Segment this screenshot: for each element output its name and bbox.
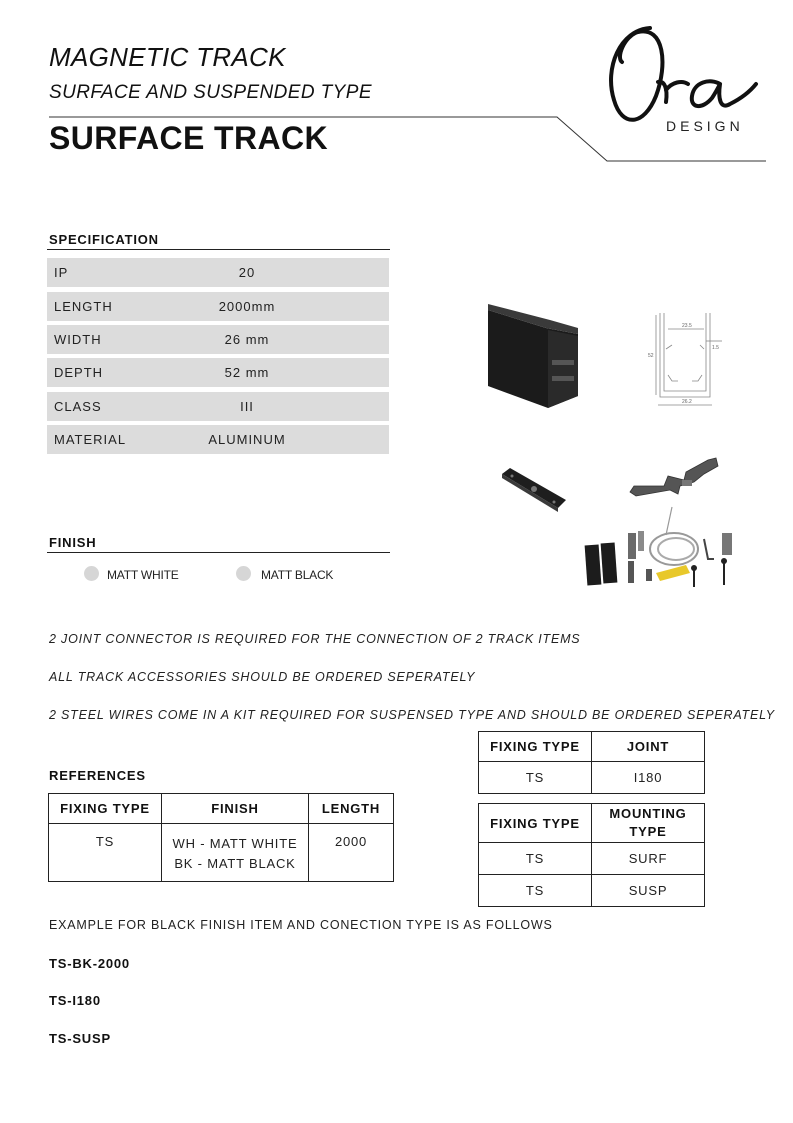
spec-value: 52 mm bbox=[224, 365, 270, 380]
finish-code-black: BK - MATT BLACK bbox=[174, 856, 296, 871]
mounting-cell-fixing: TS bbox=[479, 875, 592, 907]
spec-value: 20 bbox=[238, 265, 256, 280]
spec-row-width bbox=[47, 325, 389, 354]
joint-table bbox=[478, 731, 705, 794]
technical-drawing bbox=[644, 305, 734, 413]
references-table bbox=[48, 793, 394, 882]
suspension-kit-image bbox=[582, 503, 746, 593]
matt-black-swatch bbox=[236, 566, 251, 581]
example-code-joint: TS-I180 bbox=[49, 993, 101, 1008]
spec-key: DEPTH bbox=[54, 365, 104, 380]
matt-white-label: MATT WHITE bbox=[107, 568, 179, 582]
spec-row-depth bbox=[47, 358, 389, 387]
joint-cell-joint: I180 bbox=[592, 762, 705, 794]
drawing-width-bottom: 26.2 bbox=[682, 399, 692, 405]
references-cell-finish bbox=[162, 824, 309, 882]
drawing-height: 52 bbox=[648, 353, 654, 359]
references-cell-fixing: TS bbox=[49, 824, 162, 882]
spec-key: IP bbox=[54, 265, 69, 280]
mounting-header-type: MOUNTING TYPE bbox=[592, 804, 705, 843]
mounting-header-fixing: FIXING TYPE bbox=[479, 804, 592, 843]
ora-design-logo bbox=[598, 18, 768, 138]
drawing-lip: 1.5 bbox=[712, 345, 719, 351]
references-label: REFERENCES bbox=[49, 768, 146, 783]
finish-code-white: WH - MATT WHITE bbox=[172, 836, 298, 851]
finish-divider bbox=[47, 552, 390, 553]
specification-divider bbox=[47, 249, 390, 250]
note-accessories: ALL TRACK ACCESSORIES SHOULD BE ORDERED SEPERATELY bbox=[49, 670, 476, 684]
spec-value: 26 mm bbox=[224, 332, 270, 347]
example-code-finish: TS-BK-2000 bbox=[49, 956, 130, 971]
note-joint-connector: 2 JOINT CONNECTOR IS REQUIRED FOR THE CONNECTION OF 2 TRACK ITEMS bbox=[49, 632, 581, 646]
joint-header-joint: JOINT bbox=[592, 732, 705, 762]
example-text: EXAMPLE FOR BLACK FINISH ITEM AND CONECTION TYPE IS AS FOLLOWS bbox=[49, 918, 553, 932]
references-header-length: LENGTH bbox=[309, 794, 394, 824]
mounting-table bbox=[478, 803, 705, 907]
mounting-cell-type: SUSP bbox=[592, 875, 705, 907]
spec-value: ALUMINUM bbox=[208, 432, 286, 447]
matt-black-label: MATT BLACK bbox=[261, 568, 334, 582]
drawing-width-top: 23.5 bbox=[682, 323, 692, 329]
spec-row-ip bbox=[47, 258, 389, 287]
spec-row-material bbox=[47, 425, 389, 454]
note-steel-wires: 2 STEEL WIRES COME IN A KIT REQUIRED FOR SUSPENSED TYPE AND SHOULD BE ORDERED SEPERATELY bbox=[49, 708, 775, 722]
spec-key: WIDTH bbox=[54, 332, 102, 347]
spec-key: MATERIAL bbox=[54, 432, 127, 447]
finish-label: FINISH bbox=[49, 535, 97, 550]
page-subtitle: SURFACE AND SUSPENDED TYPE bbox=[49, 82, 372, 103]
page-title: MAGNETIC TRACK bbox=[49, 42, 286, 72]
matt-white-swatch bbox=[84, 566, 99, 581]
track-profile-image bbox=[486, 300, 586, 412]
joint-header-fixing: FIXING TYPE bbox=[479, 732, 592, 762]
mounting-cell-type: SURF bbox=[592, 843, 705, 875]
spec-key: CLASS bbox=[54, 399, 102, 414]
joint-cell-fixing: TS bbox=[479, 762, 592, 794]
example-code-mounting: TS-SUSP bbox=[49, 1031, 111, 1046]
spec-row-length bbox=[47, 292, 389, 321]
suspension-clip-image bbox=[624, 452, 720, 500]
spec-value: 2000mm bbox=[218, 299, 276, 314]
mounting-cell-fixing: TS bbox=[479, 843, 592, 875]
references-header-finish: FINISH bbox=[162, 794, 309, 824]
spec-row-class bbox=[47, 392, 389, 421]
references-header-fixing: FIXING TYPE bbox=[49, 794, 162, 824]
references-cell-length: 2000 bbox=[309, 824, 394, 882]
logo-wordmark: DESIGN bbox=[666, 118, 744, 134]
product-name: SURFACE TRACK bbox=[49, 120, 328, 156]
spec-key: LENGTH bbox=[54, 299, 113, 314]
spec-value: III bbox=[240, 399, 254, 414]
joint-connector-image bbox=[498, 462, 570, 514]
specification-label: SPECIFICATION bbox=[49, 232, 159, 247]
